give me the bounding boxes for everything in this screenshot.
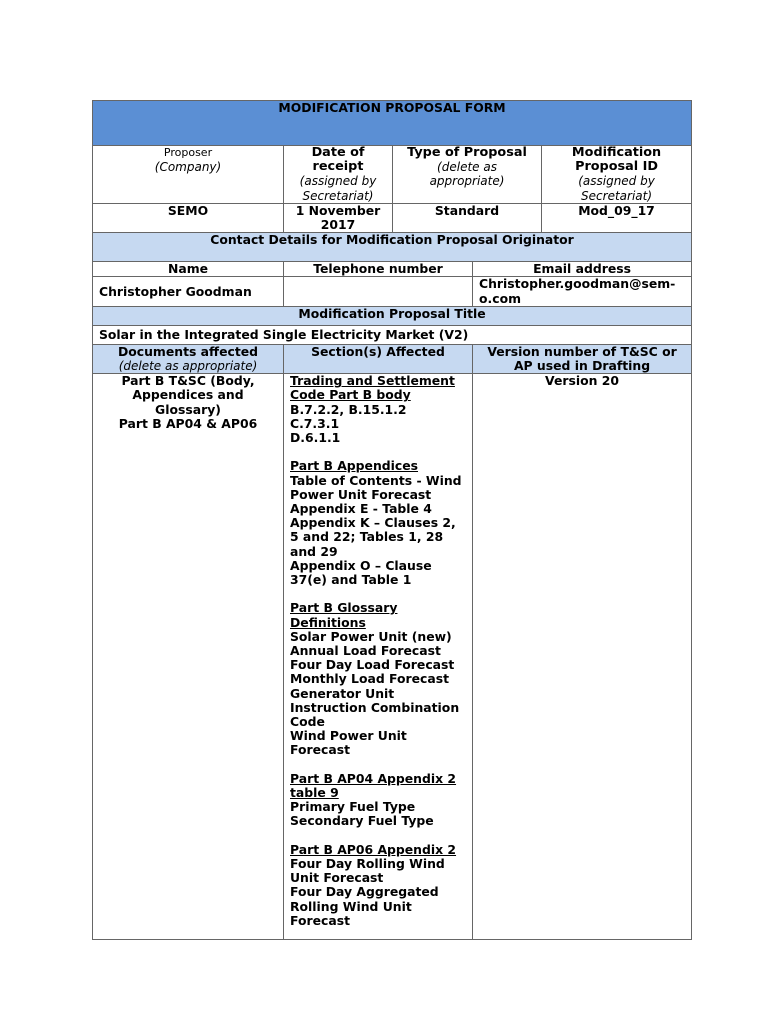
originator-name: Christopher Goodman [93,277,284,306]
modification-id-header: Modification Proposal ID (assigned by Secretariat) [542,146,692,204]
documents-affected-header: Documents affected (delete as appropriate) [93,344,284,373]
email-label: Email address [473,262,692,277]
section-ap04: Part B AP04 Appendix 2 table 9 Primary Fuel Type Secondary Fuel Type [290,770,457,829]
section-appendices: Part B Appendices Table of Contents - Wind Power Unit Forecast Appendix E - Table 4 Appendix K – Clauses 2, 5 and 22; Tables 1, 28 and 29 Appendix O – Clause 37(e) and Table 1 [290,458,462,588]
telephone-label: Telephone number [284,262,473,277]
name-label: Name [93,262,284,277]
type-value: Standard [393,203,542,232]
version-value: Version 20 [473,374,692,940]
section-ap06: Part B AP06 Appendix 2 Four Day Rolling Wind Unit Forecast Four Day Aggregated Rolling Wind Unit Forecast [290,841,457,928]
date-of-receipt-header: Date of receipt (assigned by Secretariat) [284,146,393,204]
form-title: MODIFICATION PROPOSAL FORM [93,101,692,146]
sections-affected-list [284,374,473,940]
type-of-proposal-header: Type of Proposal (delete as appropriate) [393,146,542,204]
section-glossary: Part B Glossary Definitions Solar Power Unit (new) Annual Load Forecast Four Day Load Forecast Monthly Load Forecast Generator Unit Instruction Combination Code Wind Power Unit Forecast [290,600,460,758]
contact-details-heading: Contact Details for Modification Proposal Originator [93,233,692,262]
originator-email: Christopher.goodman@sem-o.com [473,277,692,306]
proposer-value: SEMO [93,203,284,232]
proposal-title-value: Solar in the Integrated Single Electricity Market (V2) [93,325,692,344]
proposal-title-heading: Modification Proposal Title [93,306,692,325]
sections-affected-header: Section(s) Affected [284,344,473,373]
documents-affected-value: Part B T&SC (Body, Appendices and Glossary) Part B AP04 & AP06 [93,374,284,940]
date-value: 1 November 2017 [284,203,393,232]
originator-phone [284,277,473,306]
version-header: Version number of T&SC or AP used in Drafting [473,344,692,373]
section-trading-settlement: Trading and Settlement Code Part B body B.7.2.2, B.15.1.2 C.7.3.1 D.6.1.1 [290,373,455,446]
proposer-header: Proposer (Company) [93,146,284,204]
modification-proposal-form [92,100,692,940]
mod-id-value: Mod_09_17 [542,203,692,232]
